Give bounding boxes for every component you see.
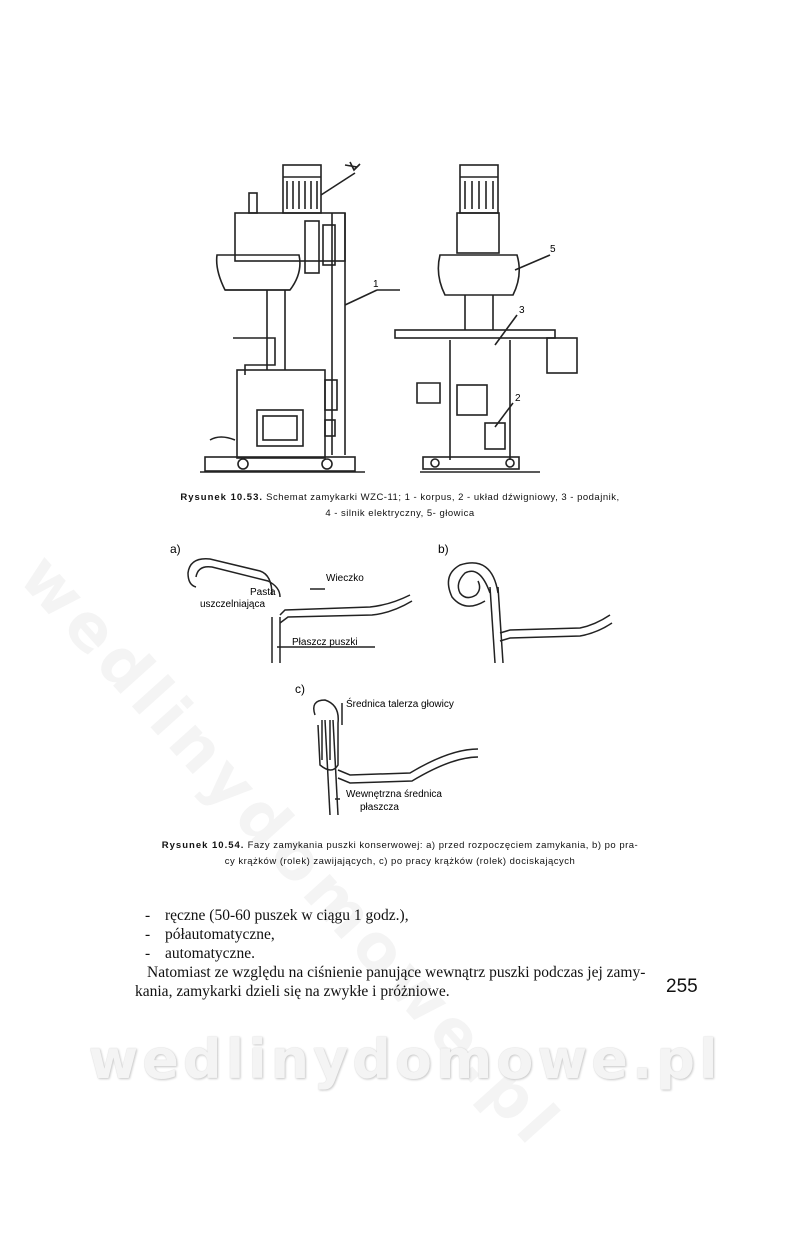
paragraph-line: kania, zamykarki dzieli się na zwykłe i próżniowe. <box>135 983 450 1000</box>
caption-line: Fazy zamykania puszki konserwowej: a) przed rozpoczęciem zamykania, b) po pra- <box>247 840 639 851</box>
caption-label: Rysunek 10.54. <box>161 840 245 851</box>
label-plaszcz: Płaszcz puszki <box>292 637 358 648</box>
label-wieczko: Wieczko <box>326 573 364 584</box>
callout-3: 3 <box>519 305 525 316</box>
label-pasta: Pasta <box>250 587 276 598</box>
footer-watermark: wedlinydomowe.pl <box>88 1028 722 1091</box>
caption-line: 4 - silnik elektryczny, 5- głowica <box>325 508 475 519</box>
page-number: 255 <box>666 976 698 997</box>
paragraph-line: Natomiast ze względu na ciśnienie panujące wewnątrz puszki podczas jej zamy- <box>147 964 646 981</box>
list-item <box>135 925 675 944</box>
figure-10-54-caption <box>120 838 680 870</box>
panel-c-label: c) <box>295 682 305 696</box>
caption-label: Rysunek 10.53. <box>180 492 264 503</box>
list-item-text: półautomatyczne, <box>165 926 275 943</box>
caption-line: cy krążków (rolek) zawijających, c) po pracy krążków (rolek) dociskających <box>224 856 576 867</box>
list-dash: - <box>145 945 151 962</box>
label-wewnetrzna: Wewnętrzna średnica <box>346 789 442 800</box>
callout-2: 2 <box>515 393 521 404</box>
label-uszczelniajaca: uszczelniająca <box>200 599 266 610</box>
label-plaszcza: płaszcza <box>360 802 399 813</box>
callout-1: 1 <box>373 279 379 290</box>
list-item <box>135 906 675 925</box>
list-item-text: ręczne (50-60 puszek w ciągu 1 godz.), <box>165 907 409 924</box>
figure-10-53-drawing <box>195 155 605 485</box>
figure-10-53-caption <box>120 490 680 522</box>
list-dash: - <box>145 907 151 924</box>
callout-5: 5 <box>550 244 556 255</box>
caption-line: Schemat zamykarki WZC-11; 1 - korpus, 2 - układ dźwigniowy, 3 - podajnik, <box>266 492 620 503</box>
panel-b-label: b) <box>438 542 449 556</box>
list-item <box>135 944 675 963</box>
figure-10-54-drawing <box>160 535 640 835</box>
panel-a-label: a) <box>170 542 181 556</box>
list-item-text: automatyczne. <box>165 945 255 962</box>
list-dash: - <box>145 926 151 943</box>
label-srednica-talerza: Średnica talerza głowicy <box>346 699 454 710</box>
body-text <box>135 906 675 1001</box>
